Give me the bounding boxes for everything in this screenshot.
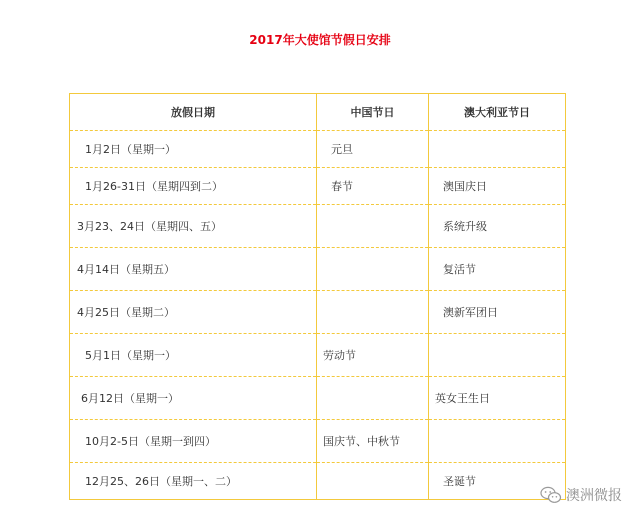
page-title: 2017年大使馆节假日安排 (249, 33, 391, 47)
table-row (70, 377, 566, 420)
date-cell: 4月25日（星期二） (70, 291, 317, 334)
watermark (540, 484, 622, 506)
holiday-table (69, 93, 566, 500)
china-holiday-cell (317, 205, 429, 248)
table-row (70, 205, 566, 248)
table-row (70, 334, 566, 377)
date-cell: 4月14日（星期五） (70, 248, 317, 291)
date-cell: 3月23、24日（星期四、五） (70, 205, 317, 248)
header-australia-holiday: 澳大利亚节日 (429, 94, 566, 131)
table-row (70, 291, 566, 334)
china-holiday-cell (317, 463, 429, 500)
watermark-text: 澳洲微报 (566, 488, 622, 504)
china-holiday-cell (317, 248, 429, 291)
table-row (70, 420, 566, 463)
wechat-icon (540, 486, 562, 504)
china-holiday-cell: 劳动节 (317, 334, 429, 377)
australia-holiday-cell (429, 334, 566, 377)
date-cell: 6月12日（星期一） (70, 377, 317, 420)
china-holiday-cell: 元旦 (317, 131, 429, 168)
australia-holiday-cell: 澳国庆日 (429, 168, 566, 205)
table-row (70, 131, 566, 168)
australia-holiday-cell: 澳新军团日 (429, 291, 566, 334)
table-header-row (70, 94, 566, 131)
australia-holiday-cell (429, 131, 566, 168)
china-holiday-cell: 国庆节、中秋节 (317, 420, 429, 463)
header-date: 放假日期 (70, 94, 317, 131)
australia-holiday-cell: 复活节 (429, 248, 566, 291)
china-holiday-cell (317, 377, 429, 420)
header-china-holiday: 中国节日 (317, 94, 429, 131)
table-row (70, 463, 566, 500)
australia-holiday-cell (429, 420, 566, 463)
date-cell: 12月25、26日（星期一、二） (70, 463, 317, 500)
australia-holiday-cell: 系统升级 (429, 205, 566, 248)
date-cell: 10月2-5日（星期一到四） (70, 420, 317, 463)
china-holiday-cell (317, 291, 429, 334)
australia-holiday-cell: 圣诞节 (429, 463, 566, 500)
china-holiday-cell: 春节 (317, 168, 429, 205)
table-row (70, 248, 566, 291)
australia-holiday-cell: 英女王生日 (429, 377, 566, 420)
date-cell: 1月2日（星期一） (70, 131, 317, 168)
date-cell: 5月1日（星期一） (70, 334, 317, 377)
date-cell: 1月26-31日（星期四到二） (70, 168, 317, 205)
table-row (70, 168, 566, 205)
